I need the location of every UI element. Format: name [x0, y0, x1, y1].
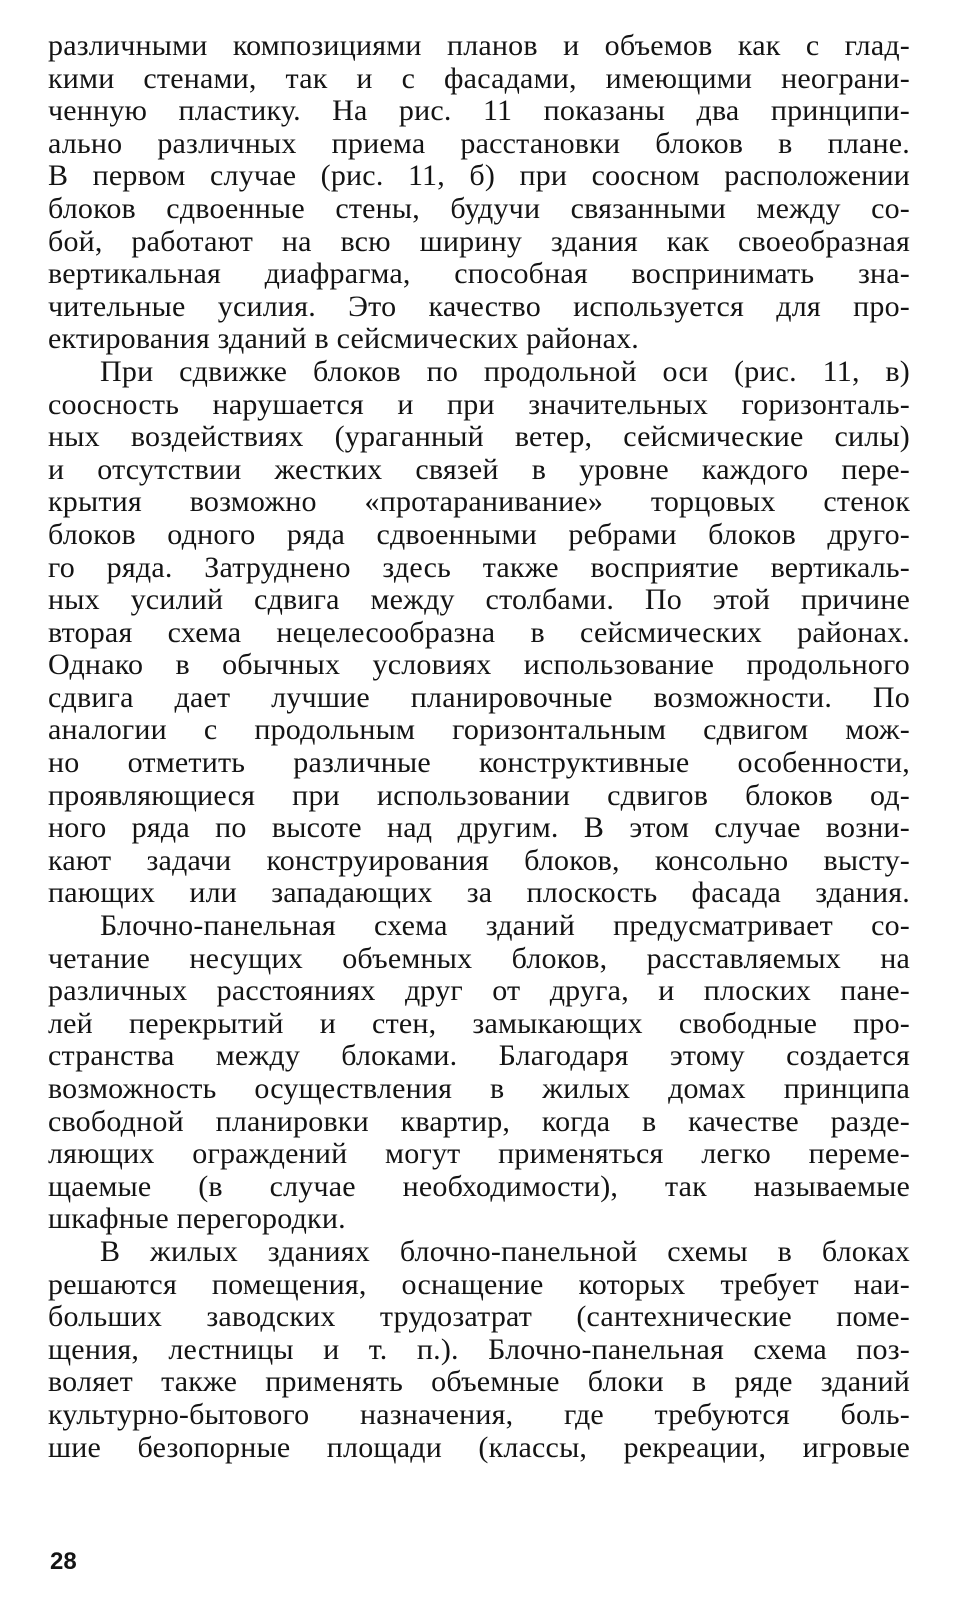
- page-number: 28: [50, 1548, 77, 1575]
- text-line: шкафные перегородки.: [48, 1202, 346, 1236]
- text-line: кают задачи конструирования блоков, консольно высту-: [48, 843, 910, 877]
- text-line: ектирования зданий в сейсмических районах.: [48, 322, 640, 356]
- text-line: аналогии с продольным горизонтальным сдвигом мож-: [48, 713, 910, 747]
- text-line: вертикальная диафрагма, способная воспринимать зна-: [48, 257, 910, 291]
- text-line: Блочно-панельная схема зданий предусматривает со-: [100, 909, 910, 943]
- text-line: щения, лестницы и т. п.). Блочно-панельная схема поз-: [48, 1332, 910, 1366]
- text-line: культурно-бытового назначения, где требуются боль-: [48, 1397, 910, 1431]
- text-line: бой, работают на всю ширину здания как своеобразная: [48, 224, 910, 258]
- page-body: [48, 30, 910, 1464]
- text-line: странства между блоками. Благодаря этому создается: [48, 1039, 910, 1073]
- paragraph-1: [48, 30, 910, 356]
- text-line: Однако в обычных условиях использование продольного: [48, 648, 910, 682]
- paragraph-4: [48, 1236, 910, 1464]
- text-line: пающих или западающих за плоскость фасада здания.: [48, 876, 910, 910]
- text-line: и отсутствии жестких связей в уровне каждого пере-: [48, 452, 910, 486]
- paragraph-3: [48, 910, 910, 1236]
- text-line: В первом случае (рис. 11, б) при соосном расположении: [48, 159, 910, 193]
- text-line: свободной планировки квартир, когда в качестве разде-: [48, 1104, 910, 1138]
- text-line: решаются помещения, оснащение которых требует наи-: [48, 1267, 910, 1301]
- text-line: щаемые (в случае необходимости), так называемые: [48, 1169, 910, 1203]
- text-line: ляющих ограждений могут применяться легко переме-: [48, 1137, 910, 1171]
- text-line: различных расстояниях друг от друга, и плоских пане-: [48, 974, 910, 1008]
- text-line: ных воздействиях (ураганный ветер, сейсмические силы): [48, 420, 910, 454]
- text-line: блоков сдвоенные стены, будучи связанными между со-: [48, 191, 910, 225]
- text-line: блоков одного ряда сдвоенными ребрами блоков друго-: [48, 517, 910, 551]
- text-line: ного ряда по высоте над другим. В этом случае возни-: [48, 811, 910, 845]
- text-line: различными композициями планов и объемов как с глад-: [48, 29, 910, 62]
- text-line: сдвига дает лучшие планировочные возможности. По: [48, 680, 910, 714]
- text-line: но отметить различные конструктивные особенности,: [48, 746, 910, 780]
- text-line: воляет также применять объемные блоки в ряде зданий: [48, 1365, 910, 1399]
- text-line: го ряда. Затруднено здесь также восприятие вертикаль-: [48, 550, 910, 584]
- paragraph-2: [48, 356, 910, 910]
- text-line: ально различных приема расстановки блоков в плане.: [48, 126, 910, 160]
- text-line: четание несущих объемных блоков, расставляемых на: [48, 941, 910, 975]
- text-line: больших заводских трудозатрат (сантехнические поме-: [48, 1300, 910, 1334]
- text-line: ченную пластику. На рис. 11 показаны два принципи-: [48, 94, 910, 128]
- text-line: возможность осуществления в жилых домах принципа: [48, 1072, 910, 1105]
- text-line: шие безопорные площади (классы, рекреации, игровые: [48, 1430, 910, 1464]
- text-line: проявляющиеся при использовании сдвигов блоков од-: [48, 778, 910, 812]
- text-line: крытия возможно «протаранивание» торцовых стенок: [48, 485, 910, 519]
- text-line: При сдвижке блоков по продольной оси (рис. 11, в): [100, 354, 910, 388]
- text-line: вторая схема нецелесообразна в сейсмических районах.: [48, 615, 910, 649]
- text-line: чительные усилия. Это качество используется для про-: [48, 289, 910, 323]
- text-line: ных усилий сдвига между столбами. По этой причине: [48, 583, 910, 617]
- text-line: соосность нарушается и при значительных горизонталь-: [48, 387, 910, 421]
- text-line: В жилых зданиях блочно-панельной схемы в блоках: [100, 1234, 910, 1268]
- text-line: лей перекрытий и стен, замыкающих свободные про-: [48, 1006, 910, 1040]
- text-line: кими стенами, так и с фасадами, имеющими неограни-: [48, 61, 910, 95]
